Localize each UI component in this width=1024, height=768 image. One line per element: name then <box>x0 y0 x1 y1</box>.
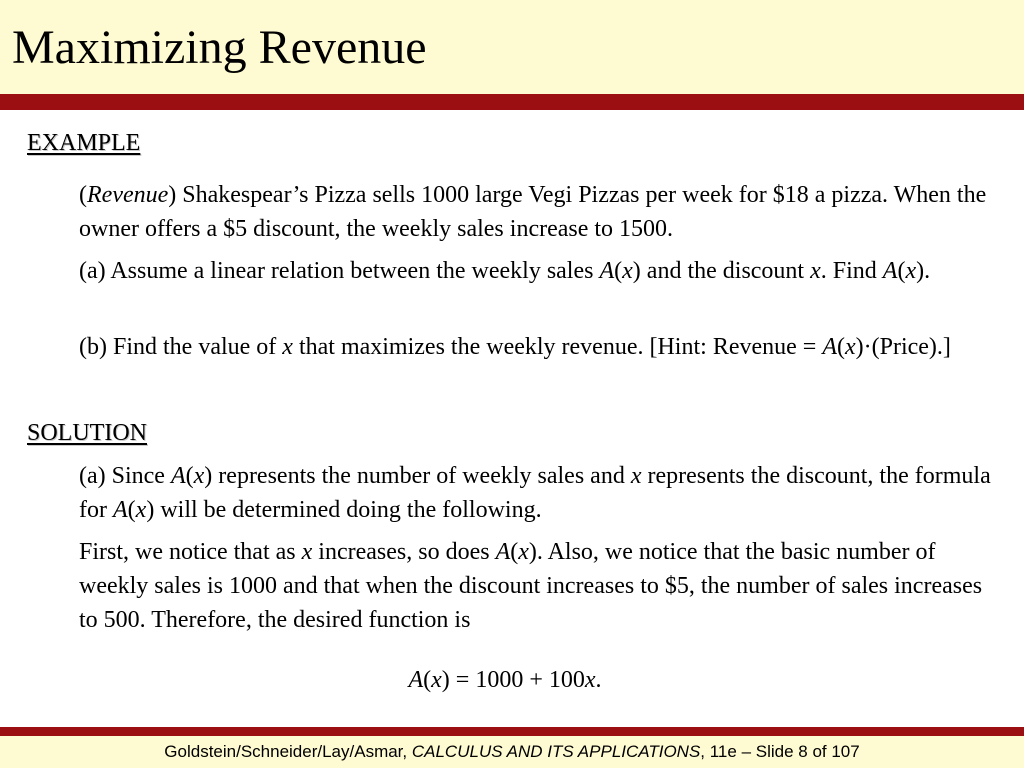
revenue-tag: Revenue <box>87 182 169 208</box>
example-heading: EXAMPLE <box>27 130 141 156</box>
solution-paragraph-1: (a) Since A(x) represents the number of weekly sales and x represents the discount, the formula for A(x) will be determined doing the following. <box>79 463 991 523</box>
example-intro-text: Shakespear’s Pizza sells 1000 large Vegi Pizzas per week for $18 a pizza. When the owner offers a $5 discount, the weekly sales increase to 1500. <box>79 182 987 242</box>
solution-heading: SOLUTION <box>27 420 147 446</box>
example-intro: (Revenue) Shakespear’s Pizza sells 1000 large Vegi Pizzas per week for $18 a pizza. When the owner offers a $5 discount, the weekly sales increase to 1500. <box>79 182 987 242</box>
example-part-a: (a) Assume a linear relation between the weekly sales A(x) and the discount x. Find A(x). <box>79 258 931 284</box>
title-divider <box>0 94 1024 110</box>
example-part-b: (b) Find the value of x that maximizes the weekly revenue. [Hint: Revenue = A(x)·(Price).] <box>79 334 951 360</box>
slide-title: Maximizing Revenue <box>12 21 427 74</box>
footer-book-title: CALCULUS AND ITS APPLICATIONS <box>411 742 701 761</box>
slide-footer <box>0 741 1024 763</box>
footer-slide-number: , 11e – Slide 8 of 107 <box>700 742 860 761</box>
footer-divider <box>0 727 1024 736</box>
result-formula: A(x) = 1000 + 100x. <box>408 667 602 693</box>
solution-paragraph-2: First, we notice that as x increases, so does A(x). Also, we notice that the basic number of weekly sales is 1000 and that when the discount increases to $5, the number of sales increases to 500. Therefore, the desired function is <box>79 539 983 633</box>
footer-authors: Goldstein/Schneider/Lay/Asmar, <box>164 742 412 761</box>
